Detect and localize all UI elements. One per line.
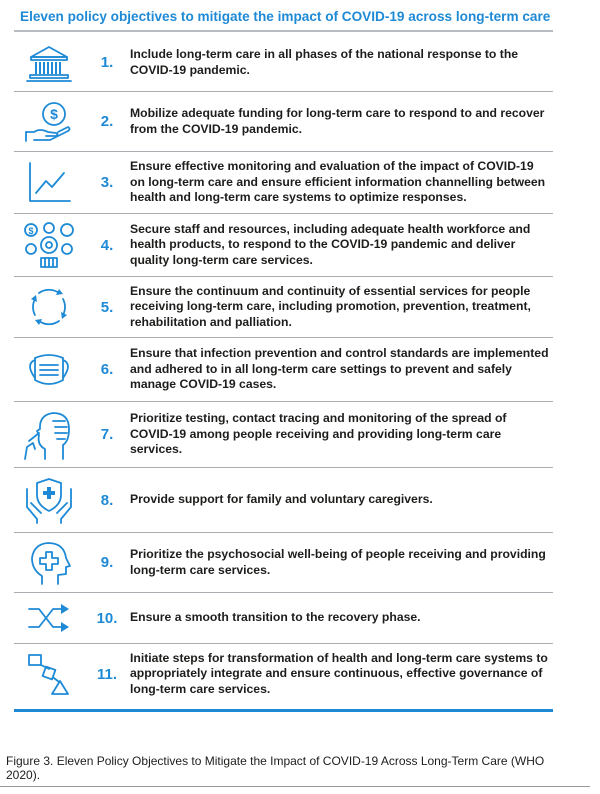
face-mask-icon	[14, 350, 84, 390]
objective-text: Secure staff and resources, including adequate health workforce and health products, to respond to the COVID-19 pandemic and deliver quality long-term care services.	[130, 221, 531, 267]
objective-number: 4.	[100, 236, 114, 254]
circular-arrows-icon	[14, 285, 84, 329]
objective-number: 5.	[100, 298, 114, 316]
government-building-icon	[14, 43, 84, 83]
figure-caption: Figure 3. Eleven Policy Objectives to Mitigate the Impact of COVID-19 Across Long-Term Care (WHO 2020).	[6, 754, 545, 782]
objective-item-7	[14, 402, 553, 468]
objective-item-10	[14, 593, 553, 644]
objective-item-9	[14, 533, 553, 593]
objective-text: Initiate steps for transformation of health and long-term care systems to appropriately integrate and ensure continuous, effective governance of long-term care services.	[130, 650, 548, 696]
objective-text: Ensure that infection prevention and control standards are implemented and adhered to in all long-term care settings to prevent and safely manage COVID-19 cases.	[130, 346, 549, 392]
objective-number: 7.	[100, 426, 114, 443]
objective-item-3	[14, 152, 553, 214]
objective-item-2	[14, 92, 553, 152]
line-chart-icon	[14, 161, 84, 205]
objective-number: 6.	[100, 361, 114, 378]
objective-item-11	[14, 644, 553, 704]
objective-item-4	[14, 214, 553, 277]
objective-number: 8.	[100, 491, 114, 509]
resources-cluster-icon	[14, 221, 84, 269]
objective-number: 1.	[100, 54, 114, 71]
head-medical-cross-icon	[14, 540, 84, 586]
svg-text:$: $	[50, 105, 58, 122]
bottom-divider	[14, 709, 553, 712]
top-divider	[14, 30, 553, 32]
objective-text: Ensure effective monitoring and evaluation of the impact of COVID-19 on long-term care and ensure efficient information channelling between health and long-term care systems to optimize responses.	[130, 159, 546, 205]
panel-title: Eleven policy objectives to mitigate the impact of COVID-19 across long-term care	[20, 9, 551, 24]
hand-dollar-coin-icon	[14, 100, 84, 144]
objective-number: 11.	[96, 665, 118, 683]
objectives-panel	[14, 4, 553, 721]
objective-item-8	[14, 468, 553, 533]
transformation-shapes-icon	[14, 652, 84, 696]
objective-text: Provide support for family and voluntary caregivers.	[130, 492, 433, 507]
objective-item-1	[14, 34, 553, 92]
objective-text: Prioritize the psychosocial well-being of people receiving and providing long-term care services.	[130, 547, 546, 577]
objective-text: Mobilize adequate funding for long-term care to respond to and recover from the COVID-19 pandemic.	[130, 106, 545, 136]
objective-text: Ensure a smooth transition to the recovery phase.	[130, 610, 421, 625]
objective-item-6	[14, 338, 553, 402]
svg-text:$: $	[28, 226, 34, 236]
shuffle-arrows-icon	[14, 603, 84, 633]
hands-medical-shield-icon	[14, 475, 84, 525]
objective-text: Include long-term care in all phases of the national response to the COVID-19 pandemic.	[130, 47, 519, 77]
objective-number: 3.	[100, 174, 114, 191]
objective-text: Ensure the continuum and continuity of essential services for people receiving long-term care, including promotion, prevention, treatment, rehabilitation and palliation.	[130, 283, 531, 329]
nasal-swab-test-icon	[14, 409, 84, 461]
objective-text: Prioritize testing, contact tracing and monitoring of the spread of COVID-19 among people receiving and providing long-term care services.	[130, 411, 507, 457]
objective-item-5	[14, 277, 553, 338]
objective-number: 9.	[100, 554, 114, 571]
caption-divider	[0, 786, 590, 787]
objective-number: 10.	[96, 609, 118, 627]
objective-number: 2.	[100, 113, 114, 130]
